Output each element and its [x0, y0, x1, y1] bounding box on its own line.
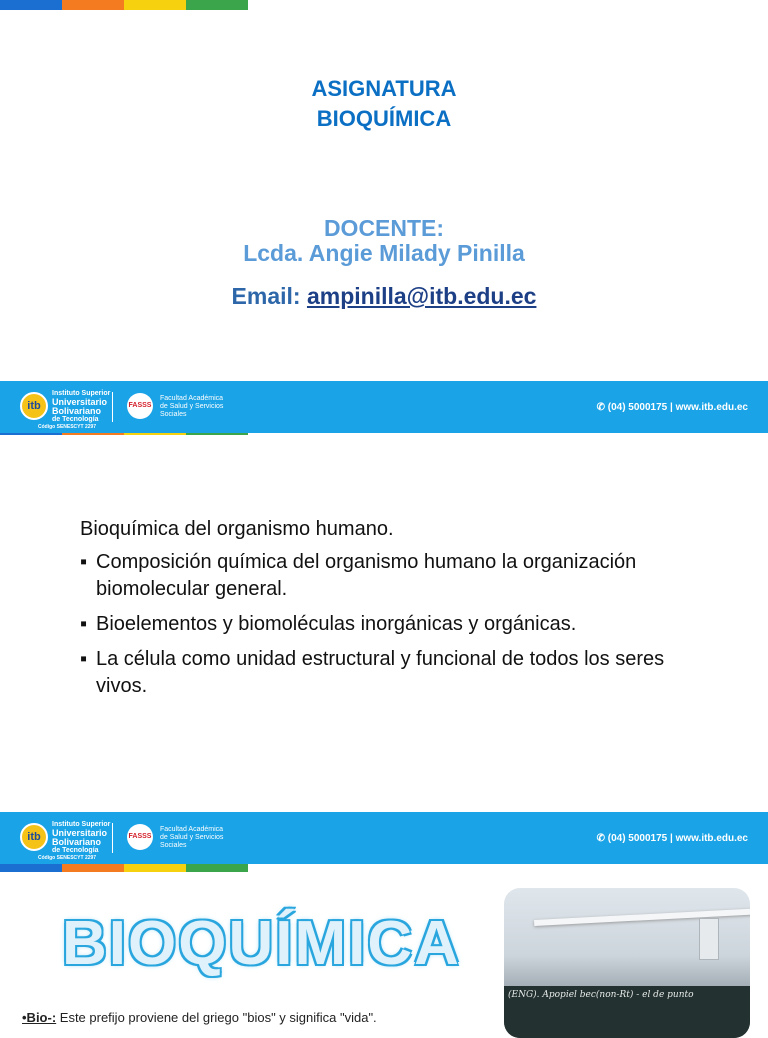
color-bar-orange: [62, 864, 124, 872]
itb-logo-icon: itb: [20, 392, 48, 420]
color-bar-green: [186, 864, 248, 872]
faculty-name: [160, 826, 223, 850]
contact-info: [597, 833, 748, 844]
chalkboard: [504, 986, 750, 1038]
contact-text: (04) 5000175 | www.itb.edu.ec: [607, 833, 748, 844]
faculty-line: de Salud y Servicios: [160, 403, 224, 410]
classroom-photo: [504, 888, 750, 1038]
color-bar-orange: [62, 433, 124, 435]
content-heading: Bioquímica del organismo humano.: [80, 518, 394, 540]
color-bar-blue: [0, 0, 62, 10]
institute-line: Instituto Superior: [52, 390, 111, 397]
institute-line: Instituto Superior: [52, 821, 111, 828]
phone-icon: ✆: [596, 833, 605, 844]
faculty-line: de Salud y Servicios: [160, 834, 224, 841]
institute-line: de Tecnología: [52, 416, 99, 423]
color-bar-green: [186, 0, 248, 10]
bullet-marker: ▪: [80, 613, 88, 635]
bullet-marker: ▪: [80, 648, 88, 670]
projector-mount-icon: [699, 918, 719, 960]
bullet-text: Composición química del organismo humano la organización biomolecular general.: [96, 551, 637, 600]
color-bar-yellow: [124, 864, 186, 872]
definition-text: [22, 1010, 492, 1025]
color-bar-yellow: [124, 0, 186, 10]
footer-bar: [0, 812, 768, 864]
email-line: [0, 283, 768, 310]
email-link[interactable]: ampinilla@itb.edu.ec: [306, 283, 537, 309]
slide-content: [0, 442, 768, 872]
faculty-line: Facultad Académica: [160, 395, 224, 402]
bullet-marker: ▪: [80, 551, 88, 573]
color-bar-bottom: [0, 433, 248, 435]
course-name: BIOQUÍMICA: [316, 106, 452, 131]
color-bar-green: [186, 433, 248, 435]
faculty-line: Sociales: [160, 411, 187, 418]
chalkboard-text: (ENG). Apopiel bec(non-Rt) - el de punto: [508, 990, 694, 1000]
email-label: Email:: [231, 283, 301, 309]
institute-line: Universitario: [52, 828, 108, 838]
contact-text: (04) 5000175 | www.itb.edu.ec: [607, 402, 748, 413]
institute-name: [52, 390, 110, 424]
biochemistry-title: BIOQUÍMICA: [62, 909, 461, 978]
slide-cover: [0, 0, 768, 435]
bullet-text: Bioelementos y biomoléculas inorgánicas y orgánicas.: [96, 613, 577, 635]
color-bar-top: [0, 0, 248, 10]
teacher-label: DOCENTE:: [323, 215, 445, 241]
fasss-logo-icon: FASSS: [127, 393, 153, 419]
teacher-name: Lcda. Angie Milady Pinilla: [243, 240, 525, 266]
color-bar-blue: [0, 433, 62, 435]
itb-logo-icon: itb: [20, 823, 48, 851]
definition-rest: Este prefijo proviene del griego "bios" y significa "vida".: [56, 1010, 377, 1025]
senescyt-code: Código SENESCYT 2297: [38, 424, 97, 430]
institute-line: Universitario: [52, 397, 108, 407]
logo-divider: [112, 823, 113, 853]
phone-icon: ✆: [596, 402, 605, 413]
logo-divider: [112, 392, 113, 422]
color-bar-blue: [0, 864, 62, 872]
institute-line: Bolivariano: [52, 837, 102, 847]
bullet-item: [80, 549, 720, 603]
bullet-item: [80, 611, 720, 638]
institute-line: Bolivariano: [52, 406, 102, 416]
fasss-logo-icon: FASSS: [127, 824, 153, 850]
content-bullets: [80, 516, 720, 708]
institute-name: [52, 821, 110, 855]
senescyt-code: Código SENESCYT 2297: [38, 855, 97, 861]
bullet-text: La célula como unidad estructural y funcional de todos los seres vivos.: [96, 648, 665, 697]
color-bar-yellow: [124, 433, 186, 435]
bullet-item: [80, 646, 720, 700]
color-bar-orange: [62, 0, 124, 10]
institute-line: de Tecnología: [52, 847, 99, 854]
faculty-line: Facultad Académica: [160, 826, 224, 833]
color-bar-bottom: [0, 864, 248, 872]
contact-info: [597, 402, 748, 413]
faculty-line: Sociales: [160, 842, 187, 849]
definition-lead: •Bio-:: [22, 1010, 57, 1025]
course-label: ASIGNATURA: [311, 76, 457, 101]
footer-bar: [0, 381, 768, 433]
faculty-name: [160, 395, 223, 419]
